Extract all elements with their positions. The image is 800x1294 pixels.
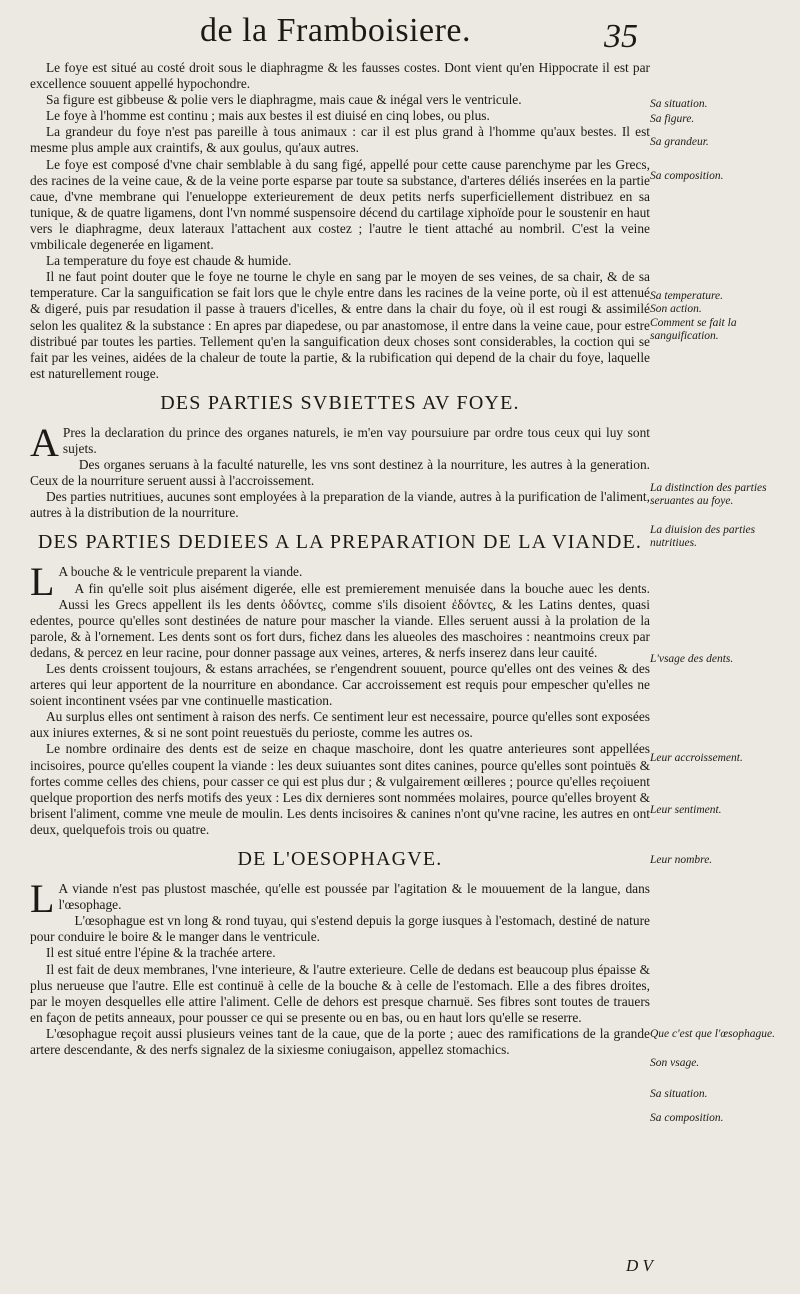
margin-note: Sa situation. (650, 1088, 708, 1100)
paragraph-oesophague-definition: L'œsophague est vn long & rond tuyau, qui s'estend depuis la gorge iusques à l'estomach, destiné de nature pour conduire le boire & le manger dans le ventricule. (30, 913, 650, 945)
paragraph-dents-sentiment: Au surplus elles ont sentiment à raison des nerfs. Ce sentiment leur est necessaire, pource qu'elles sont exposées aux iniures externes, & si ne sont point reuestuës du perioste, comme les autres os. (30, 709, 650, 741)
paragraph-declaration-text: Pres la declaration du prince des organes naturels, ie m'en vay poursuiure par ordre tous ceux qui luy sont sujets. (62, 424, 650, 456)
margin-note: La diuision des parties nutritiues. (650, 524, 756, 549)
running-title: de la Framboisiere. (200, 12, 472, 49)
paragraph-viande-maschee (30, 876, 650, 922)
drop-cap: L (30, 876, 55, 922)
page-number: 35 (604, 18, 638, 55)
section-heading-oesophague: DE L'OESOPHAGVE. (237, 848, 443, 871)
margin-note: Leur sentiment. (650, 804, 722, 816)
paragraph-sanguification: Il ne faut point douter que le foye ne tourne le chyle en sang par le moyen de ses veines, de sa chair, & de sa temperature. Car la sanguification se fait lors que le chyle entre dans les racines de la veine porte, où il est attenué & digeré, puis par resudation il passe à trauers d'icelles, & entre dans la chair du foye, où il est rougi & assimilé selon les qualitez & la substance : En apres par diapedese, ou par anastomose, il entre dans la veine caue, pour estre distribué par toutes les parties. Tellement qu'en la sanguification deux choses sont considerables, la coction qui se fait par les veines, aidées de la chaleur de toute la partie, & la rubification qui depend de la chair du foye, laquelle est naturellement rouge. (30, 269, 650, 381)
paragraph-foye-composition: Le foye est composé d'vne chair semblable à du sang figé, appellé pour cette cause parenchyme par les Grecs, des racines de la veine caue, & de la veine porte esparse par toute sa substance, d'arteres déliés inserées en la partie caue, d'vne membrane qui l'enueloppe exterieurement de deux petits nerfs superficiellement distribuez en sa tunique, & de quatre ligamens, dont l'vn nommé suspensoire décend du cartilage xiphoïde pour le soustenir en haut vers le diaphragme, deux lateraux l'attachent aux costez ; l'autre le tient attaché au nombril. C'est la veine vmbilicale degenerée en ligament. (30, 156, 650, 253)
margin-note: Que c'est que l'œsophague. (650, 1028, 776, 1040)
margin-note: Sa grandeur. (650, 136, 709, 148)
margin-note: Sa composition. (650, 1112, 724, 1124)
paragraph-oesophague-composition: Il est fait de deux membranes, l'vne interieure, & l'autre exterieure. Celle de dedans est beaucoup plus épaisse & plus nerueuse que l'autre. Elle est continuë à celle de la bouche & à celle de l'estomach. Elle a des fibres droites, par le moyen desquelles elle attire l'aliment. Celle de dehors est presque charnuë. Ses fibres sont toutes de trauers en façon de petits anneaux, pour pousser ce qui se presente ou en bas, ou en haut lors qu'elle se reserre. (30, 961, 650, 1025)
drop-cap: L (30, 559, 55, 605)
paragraph-dents-accroissement: Les dents croissent toujours, & estans arrachées, se r'engendrent souuent, pource qu'elles ont des veines & des arteres qui leur apportent de la nourriture en abondance. Car accroissement est requis pour empescher qu'elles ne soient incontinent vsées par vne continuelle mastication. (30, 661, 650, 709)
signature-mark: D V (626, 1256, 653, 1275)
main-text-column (30, 60, 650, 1058)
section-heading-preparation-viande: DES PARTIES DEDIEES A LA PREPARATION DE LA VIANDE. (37, 531, 643, 554)
margin-note: Comment se fait la sanguification. (650, 317, 737, 342)
paragraph-oesophague-situation: Il est situé entre l'épine & la trachée artere. (46, 945, 276, 961)
paragraph-foye-continu: Le foye à l'homme est continu ; mais aux bestes il est diuisé en cinq lobes, ou plus. (46, 108, 490, 124)
paragraph-parties-nutritiues: Des parties nutritiues, aucunes sont employées à la preparation de la viande, autres à la purification de l'aliment, autres à la distribution de la nourriture. (30, 489, 650, 521)
paragraph-bouche-ventricule (30, 559, 650, 605)
paragraph-foye-figure: Sa figure est gibbeuse & polie vers le diaphragme, mais caue & inégal vers le ventricule. (46, 92, 522, 108)
margin-note: La distinction des parties seruantes au foye. (650, 482, 767, 507)
drop-cap: A (30, 419, 59, 465)
margin-note: Son action. (650, 303, 702, 315)
paragraph-foye-temperature: La temperature du foye est chaude & humide. (46, 253, 292, 269)
margin-note: Sa figure. (650, 113, 695, 125)
margin-note: Sa temperature. (650, 290, 724, 302)
paragraph-declaration (30, 419, 650, 465)
margin-note: Sa situation. (650, 98, 708, 110)
margin-note: Son vsage. (650, 1057, 700, 1069)
paragraph-dents-usage: A fin qu'elle soit plus aisément digerée, elle est premierement menuisée dans la bouche auec les dents. Aussi les Grecs appellent ils les dents ὀδόντες, comme s'ils disoient ἐδόντες, & les Latins dentes, quasi edentes, pource qu'elles sont destinées de nature pour mascher la viande. Elles seruent aussi à la prolation de la parole, & à l'ornement. Les dents sont os fort durs, fichez dans les alueoles des maschoires : neantmoins creux par dedans, & percez en leur racine, pour donner passage aux veines, arteres, & nerfs inserez dans leur cauité. (30, 580, 650, 660)
paragraph-oesophague-veines: L'œsophague reçoit aussi plusieurs veines tant de la caue, que de la porte ; auec des ramifications de la grande artere descendante, & des nerfs signalez de la sixiesme coniugaison, appellez stomachics. (30, 1025, 650, 1057)
paragraph-viande-maschee-text: A viande n'est pas plustost maschée, qu'elle est poussée par l'agitation & le mouuement de la langue, dans l'œsophage. (58, 881, 650, 913)
margin-note: Leur nombre. (650, 854, 713, 866)
section-heading-parties-subiettes: DES PARTIES SVBIETTES AV FOYE. (160, 391, 520, 414)
margin-note: L'vsage des dents. (650, 653, 734, 665)
paragraph-foye-grandeur: La grandeur du foye n'est pas pareille à tous animaux : car il est plus grand à l'homme qu'aux bestes. Il est mesme plus ample aux craintifs, & aux goulus, qu'aux autres. (30, 124, 650, 156)
margin-note: Leur accroissement. (650, 752, 743, 764)
paragraph-dents-nombre: Le nombre ordinaire des dents est de seize en chaque maschoire, dont les quatre anterieures sont appellées incisoires, pource qu'elles coupent la viande : les deux suiuantes sont dites canines, pource qu'elles sont pointuës & fortes comme celles des chiens, pour casser ce qui est plus dur ; & vulgairement œilleres ; pource qu'elles reçoiuent quelque proportion des nerfs motifs des yeux : Les dix dernieres sont nommées molaires, pource qu'elles broyent & brisent l'aliment, comme vne meule de moulin. Les dents incisoires & canines n'ont qu'vne racine, les autres en ont deux, quelquefois trois ou quatre. (30, 741, 650, 837)
paragraph-foye-situation: Le foye est situé au costé droit sous le diaphragme & les fausses costes. Dont vient qu'en Hippocrate il est par excellence souuent appellé hypochondre. (30, 60, 650, 92)
paragraph-bouche-ventricule-text: A bouche & le ventricule preparent la viande. (58, 564, 303, 580)
margin-note: Sa composition. (650, 170, 724, 182)
paragraph-organes-seruans: Des organes seruans à la faculté naturelle, les vns sont destinez à la nourriture, les autres à la generation. Ceux de la nourriture seruent aussi à l'accroissement. (30, 457, 650, 489)
